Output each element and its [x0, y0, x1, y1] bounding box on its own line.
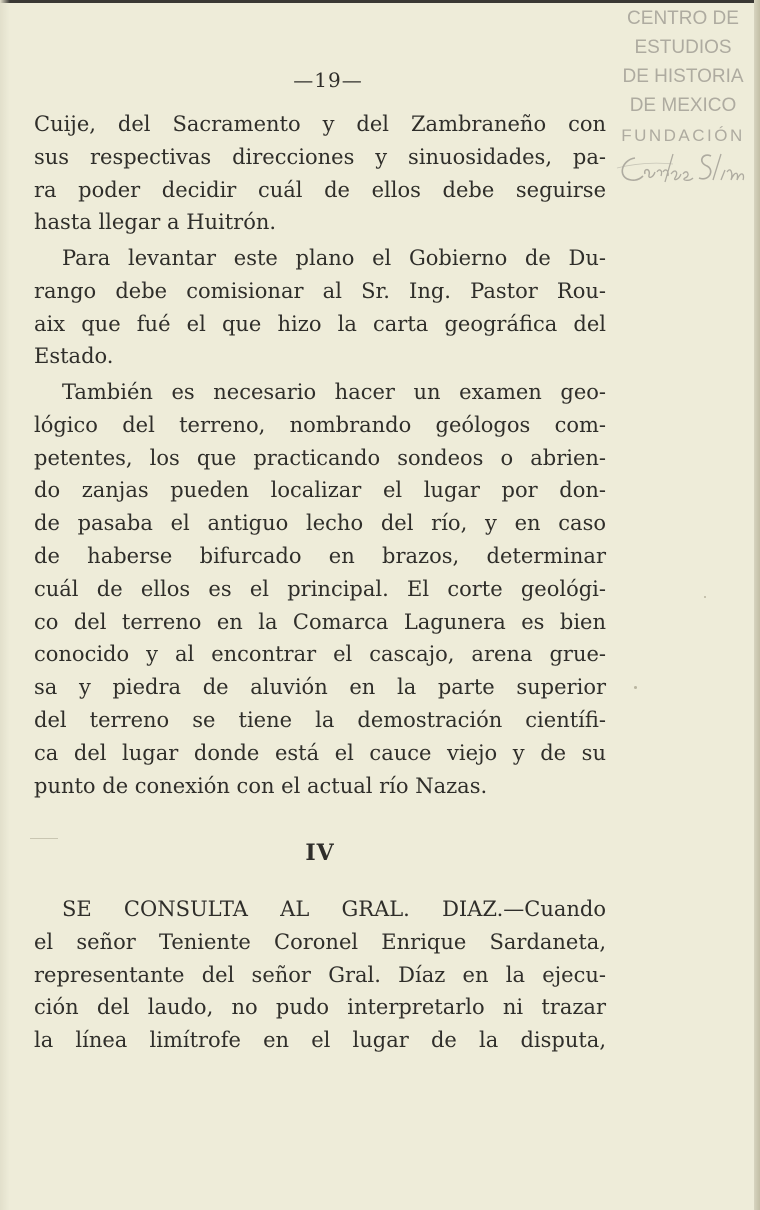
paragraph-3-line: de haberse bifurcado en brazos, determinar	[34, 543, 606, 568]
paragraph-2	[34, 242, 606, 373]
paragraph-1-line: ra poder decidir cuál de ellos debe seguirse	[34, 177, 606, 202]
paragraph-3-line: También es necesario hacer un examen geo-	[62, 380, 606, 404]
paragraph-2-line: Para levantar este plano el Gobierno de Du-	[62, 246, 606, 270]
paragraph-1-line: Cuije, del Sacramento y del Zambraneño con	[34, 112, 606, 136]
paragraph-3-line: ca del lugar donde está el cauce viejo y de su	[34, 740, 606, 765]
paragraph-3-line: de pasaba el antiguo lecho del río, y en caso	[34, 511, 606, 536]
watermark-line-1: CENTRO DE	[627, 8, 739, 29]
watermark-foundation: FUNDACIÓN	[621, 126, 745, 145]
watermark-line-2: ESTUDIOS	[634, 37, 732, 58]
margin-mark	[30, 838, 58, 839]
paragraph-2-line: aix que fué el que hizo la carta geográfica del	[34, 311, 606, 336]
watermark-line-3: DE HISTORIA	[622, 66, 744, 87]
paragraph-4-line: la línea limítrofe en el lugar de la disputa,	[34, 1028, 606, 1053]
watermark-signature-icon	[613, 148, 753, 192]
paragraph-4-line: SE CONSULTA AL GRAL. DIAZ.—Cuando	[62, 897, 606, 921]
paragraph-1-line: hasta llegar a Huitrón.	[34, 210, 277, 235]
paragraph-4-line: ción del laudo, no pudo interpretarlo ni trazar	[34, 995, 606, 1020]
paragraph-3-line: lógico del terreno, nombrando geólogos com-	[34, 412, 606, 437]
paragraph-3	[34, 376, 606, 802]
paper-speck	[704, 596, 706, 598]
page-number: —19—	[293, 68, 363, 92]
watermark-stamp	[608, 4, 758, 192]
paragraph-2-line: rango debe comisionar al Sr. Ing. Pastor Rou-	[34, 278, 606, 303]
page-left-shade	[0, 0, 10, 1210]
paragraph-3-line: do zanjas pueden localizar el lugar por don-	[34, 478, 606, 503]
paragraph-3-line: co del terreno en la Comarca Lagunera es bien	[34, 609, 606, 634]
section-heading: IV	[305, 840, 335, 866]
paragraph-4-line: representante del señor Gral. Díaz en la ejecu-	[34, 962, 606, 987]
paragraph-1-line: sus respectivas direcciones y sinuosidades, pa-	[34, 144, 606, 169]
page-top-edge	[0, 0, 760, 3]
paragraph-3-line: petentes, los que practicando sondeos o abrien-	[34, 445, 606, 470]
paragraph-3-line: sa y piedra de aluvión en la parte superior	[34, 675, 606, 700]
paragraph-3-line: conocido y al encontrar el cascajo, arena grue-	[34, 642, 606, 667]
paragraph-1	[34, 108, 606, 239]
paragraph-3-line: cuál de ellos es el principal. El corte geológi-	[34, 576, 606, 601]
paragraph-3-line: del terreno se tiene la demostración científi-	[34, 707, 606, 732]
paragraph-4-line: el señor Teniente Coronel Enrique Sardaneta,	[34, 929, 606, 954]
paper-speck	[634, 686, 637, 689]
paragraph-2-line: Estado.	[34, 344, 114, 369]
paragraph-3-line: punto de conexión con el actual río Nazas.	[34, 773, 488, 798]
watermark-line-4: DE MEXICO	[629, 95, 737, 116]
paragraph-4	[34, 893, 606, 1057]
